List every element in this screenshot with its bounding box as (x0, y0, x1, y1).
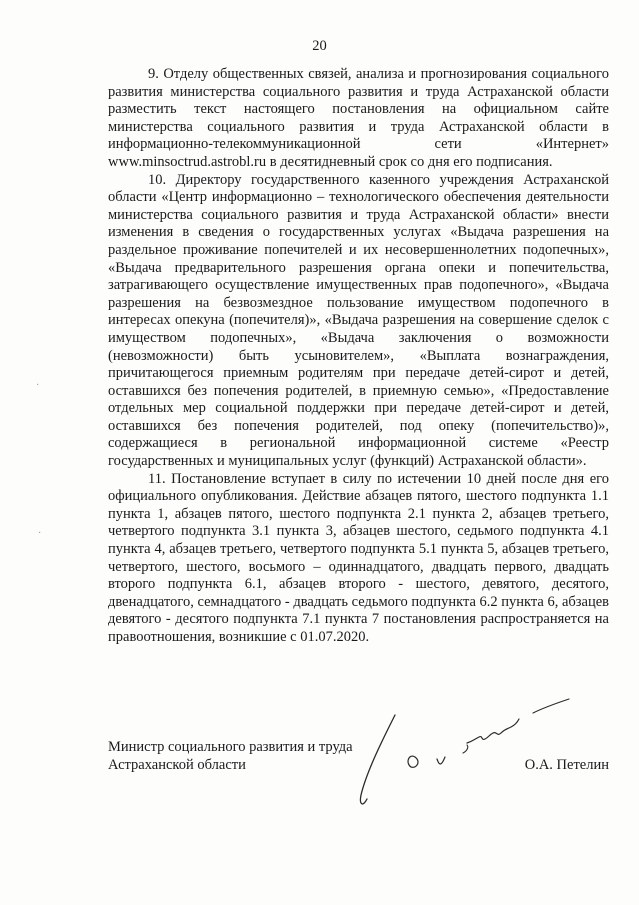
scan-margin-mark: · (36, 380, 40, 391)
paragraph-10: 10. Директору государственного казенного учреждения Астраханской области «Центр информационно – технологического обеспечения деятельности министерства социального развития и труда Астраханской области» внести изменения в сведения о государственных услугах «Выдача разрешения на раздельное проживание попечителей и их несовершеннолетних подопечных», «Выдача предварительного разрешения органа опеки и попечительства, затрагивающего осуществление имущественных прав подопечного», «Выдача разрешения на безвозмездное пользование имуществом подопечного в интересах опекуна (попечителя)», «Выдача разрешения на совершение сделок с имуществом подопечных», «Выдача заключения о возможности (невозможности) быть усыновителем», «Выплата вознаграждения, причитающегося приемным родителям при передаче детей-сирот и детей, оставшихся без попечения родителей, в приемную семью», «Предоставление отдельных мер социальной поддержки при передаче детей-сирот и детей, оставшихся без попечения родителей, под опеку (попечительство)», содержащиеся в региональной информационной системе «Реестр государственных и муниципальных услуг (функций) Астраханской области». (108, 171, 609, 470)
signatory-name: О.А. Петелин (524, 757, 609, 773)
scan-margin-mark: · (38, 528, 42, 539)
signatory-title (108, 738, 353, 774)
document-body (108, 66, 609, 647)
page-number: 20 (312, 38, 327, 54)
signature-block (108, 738, 609, 798)
signatory-title-line-1: Министр социального развития и труда (108, 739, 353, 755)
signatory-title-line-2: Астраханской области (108, 757, 246, 773)
paragraph-11: 11. Постановление вступает в силу по истечении 10 дней после дня его официального опубликования. Действие абзацев пятого, шестого подпункта 1.1 пункта 1, абзацев пятого, шестого подпункта 2.1 пункта 2, абзацев третьего, четвертого подпункта 3.1 пункта 3, абзацев шестого, седьмого подпункта 4.1 пункта 4, абзацев третьего, четвертого подпункта 5.1 пункта 5, абзацев третьего, четвертого, шестого, восьмого – одиннадцатого, двадцать первого, двадцать второго подпункта 6.1, абзацев второго - шестого, девятого, десятого, двенадцатого, семнадцатого - двадцать седьмого подпункта 6.2 пункта 6, абзацев девятого - десятого подпункта 7.1 пункта 7 постановления распространяется на правоотношения, возникшие с 01.07.2020. (108, 470, 609, 645)
paragraph-9: 9. Отделу общественных связей, анализа и прогнозирования социального развития министерства социального развития и труда Астраханской области разместить текст настоящего постановления на официальном сайте министерства социального развития и труда Астраханской области в информационно-телекоммуникационной сети «Интернет» www.minsoctrud.astrobl.ru в десятидневный срок со дня его подписания. (108, 66, 609, 170)
